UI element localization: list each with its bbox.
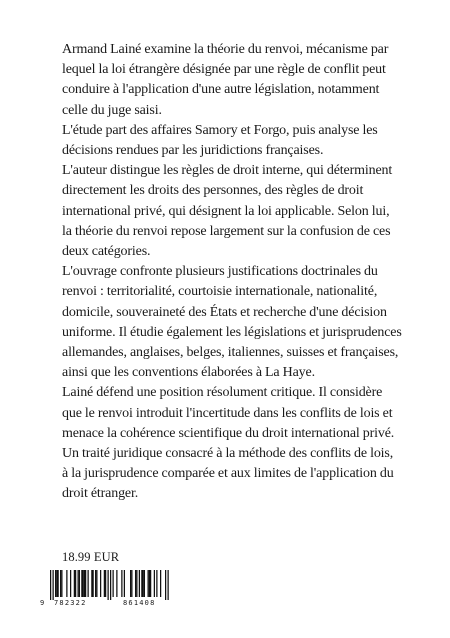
barcode-bar xyxy=(56,570,57,597)
barcode-bar xyxy=(58,570,59,597)
barcode-left-group: 782322 xyxy=(54,599,87,607)
barcode-guard-bar xyxy=(108,570,109,600)
barcode-bar xyxy=(116,570,117,597)
barcode-bar xyxy=(124,570,125,597)
barcode-guard-bar xyxy=(110,570,111,600)
barcode-bar xyxy=(131,570,132,597)
barcode-bar xyxy=(78,570,79,597)
barcode-bar xyxy=(96,570,97,597)
barcode-bar xyxy=(135,570,136,597)
barcode-bar xyxy=(79,570,80,597)
price-label: 18.99 EUR xyxy=(62,550,120,564)
barcode-guard-bar xyxy=(53,570,54,600)
barcode-bar xyxy=(60,570,61,597)
blurb-text xyxy=(62,40,402,505)
barcode-bar xyxy=(130,570,131,597)
barcode-bar xyxy=(61,570,62,597)
barcode-bar xyxy=(93,570,94,597)
blurb-paragraph-4: L'ouvrage confronte plusieurs justifications doctrinales du renvoi : territorialité, courtoisie internationale, nationalité, domicile, souveraineté des États et recherche d'une décision uniforme. Il étudie également les législations et jurisprudences allemandes, anglaises, belges, italiennes, suisses et françaises, ainsi que les conventions élaborées à La Haye. xyxy=(62,264,402,381)
barcode-bar xyxy=(88,570,89,597)
barcode-bar xyxy=(84,570,85,597)
barcode-bar xyxy=(143,570,144,597)
barcode-bar xyxy=(74,570,75,597)
barcode-bar xyxy=(66,570,67,597)
barcode-bar xyxy=(144,570,145,597)
barcode-guard-bar xyxy=(165,570,166,600)
barcode-bar xyxy=(81,570,82,597)
blurb-paragraph-2: L'étude part des affaires Samory et Forgo, puis analyse les décisions rendues par les juridictions françaises. xyxy=(62,122,378,159)
barcode-bar xyxy=(70,570,71,597)
barcode-bar xyxy=(156,570,157,597)
barcode-bar xyxy=(148,570,149,597)
barcode-guard-bar xyxy=(168,570,169,600)
barcode-bar xyxy=(136,570,137,597)
barcode-bar xyxy=(154,570,155,597)
barcode-bar xyxy=(150,570,151,597)
barcode-bar xyxy=(83,570,84,597)
barcode-first-digit: 9 xyxy=(40,599,45,607)
isbn-barcode xyxy=(40,570,176,612)
barcode-bar xyxy=(160,570,161,597)
barcode-bar xyxy=(104,570,105,597)
barcode-bar xyxy=(113,570,114,597)
barcode-bar xyxy=(85,570,86,597)
barcode-bar xyxy=(95,570,96,597)
blurb-paragraph-5: Lainé défend une position résolument critique. Il considère que le renvoi introduit l'incertitude dans les conflits de lois et menace la cohérence scientifique du droit international privé. Un traité juridique consacré à la méthode des conflits de lois, à la jurisprudence comparée et aux limites de l'application du droit étranger. xyxy=(62,385,395,502)
barcode-bar xyxy=(91,570,92,597)
barcode-bar xyxy=(139,570,140,597)
barcode-bar xyxy=(105,570,106,597)
barcode-digits xyxy=(40,599,176,611)
barcode-bar xyxy=(141,570,142,597)
barcode-bar xyxy=(149,570,150,597)
blurb-paragraph-1: Armand Lainé examine la théorie du renvoi, mécanisme par lequel la loi étrangère désignée par une règle de conflit peut conduire à l'application d'une autre législation, notamment celle du juge saisi. xyxy=(62,42,389,118)
blurb-paragraph-3: L'auteur distingue les règles de droit interne, qui déterminent directement les droits des personnes, des règles de droit international privé, qui désignent la loi applicable. Selon lui, la théorie du renvoi repose largement sur la confusion de ces deux catégories. xyxy=(62,163,393,260)
barcode-bar xyxy=(75,570,76,597)
barcode-bar xyxy=(55,570,56,597)
barcode-bar xyxy=(100,570,101,597)
barcode-right-group: 861408 xyxy=(123,599,156,607)
barcode-guard-bar xyxy=(50,570,51,600)
barcode-bars xyxy=(40,570,176,600)
barcode-bar xyxy=(121,570,122,597)
